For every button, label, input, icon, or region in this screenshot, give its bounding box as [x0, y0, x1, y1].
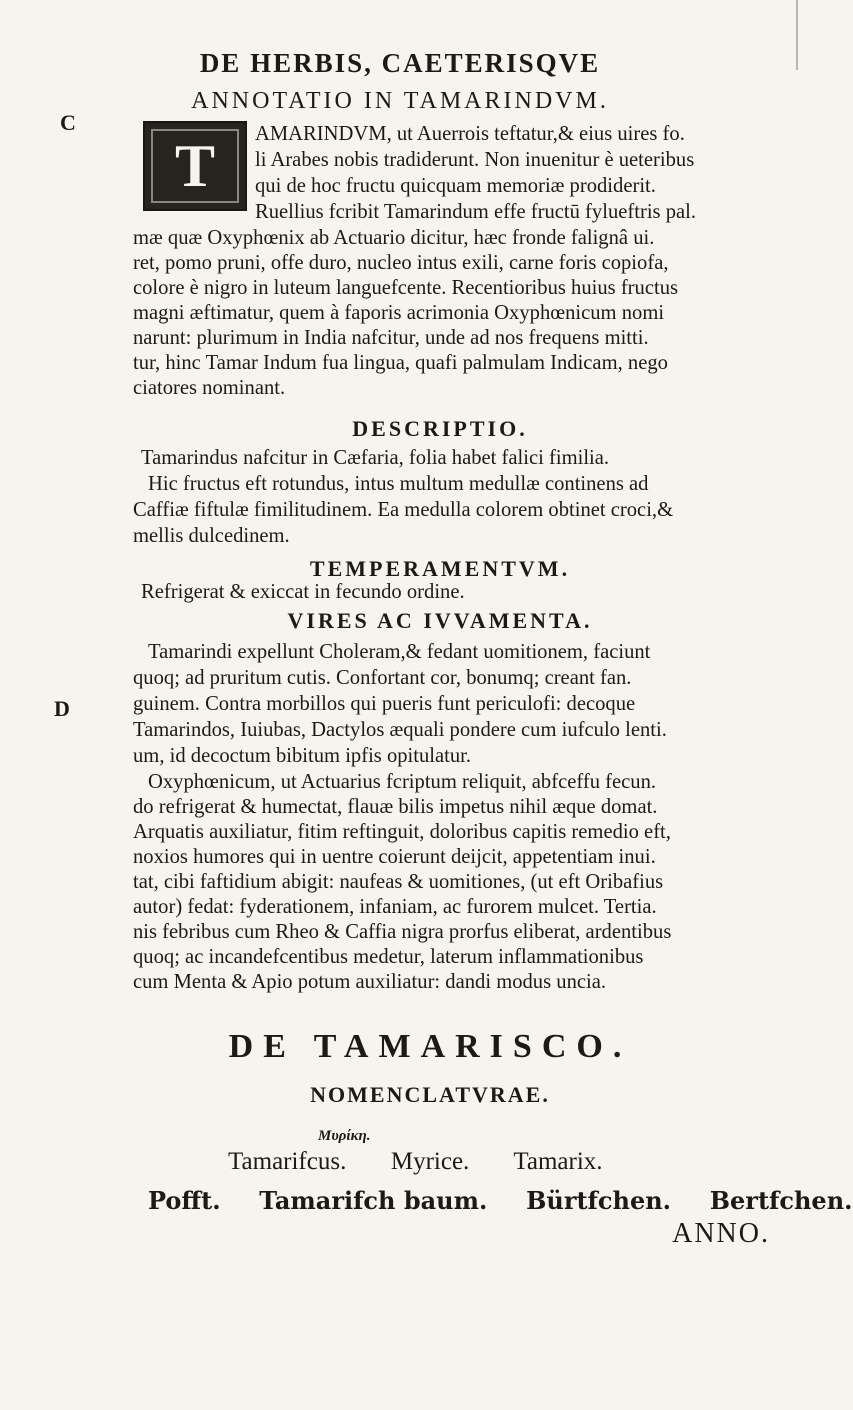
descriptio-heading: DESCRIPTIO. — [352, 416, 528, 441]
vires-line: tat, cibi faftidium abigit: naufeas & uomitiones, (ut eft Oribafius — [133, 871, 664, 893]
annotation-title: ANNOTATIO IN TAMARINDVM. — [191, 88, 609, 114]
catchword: ANNO. — [672, 1218, 770, 1249]
annotatio-line: Ruellius fcribit Tamarindum effe fructū fylueftris pal. — [255, 201, 697, 223]
vires-heading: VIRES AC IVVAMENTA. — [287, 608, 593, 633]
latin-name: Tamarifcus. — [228, 1148, 347, 1175]
initial-frame — [151, 129, 239, 203]
vires-line: cum Menta & Apio potum auxiliatur: dandi modus uncia. — [133, 971, 607, 993]
vires-line: Oxyphœnicum, ut Actuarius fcriptum reliquit, abfceffu fecun. — [148, 771, 657, 793]
german-names-row — [148, 1186, 853, 1215]
descriptio-line: Hic fructus eft rotundus, intus multum medullæ continens ad — [148, 473, 649, 495]
vires-line: Tamarindi expellunt Choleram,& fedant uomitionem, faciunt — [148, 641, 651, 663]
annotatio-line: narunt: plurimum in India nafcitur, unde ad nos frequens mitti. — [133, 327, 649, 349]
descriptio-line: Tamarindus nafcitur in Cæfaria, folia habet falici fimilia. — [141, 447, 610, 469]
german-name: Tamarifch baum. — [259, 1186, 488, 1215]
vires-line: um, id decoctum bibitum ipfis opitulatur. — [133, 745, 472, 767]
marginal-letter-c: C — [60, 110, 76, 135]
descriptio-line: Caffiæ fiftulæ fimilitudinem. Ea medulla colorem obtinet croci,& — [133, 499, 674, 521]
german-name: Bertfchen. — [709, 1186, 853, 1215]
running-head: DE HERBIS, CAETERISQVE — [199, 48, 601, 78]
annotatio-line: magni æftimatur, quem à faporis acrimonia Oxyphœnicum nomi — [133, 302, 665, 324]
annotatio-line: ret, pomo pruni, offe duro, nucleo intus exili, carne foris copiofa, — [133, 252, 669, 274]
annotatio-line: li Arabes nobis tradiderunt. Non inuenitur è ueteribus — [255, 149, 695, 171]
vires-line: noxios humores qui in uentre coierunt deijcit, appetentiam inui. — [133, 846, 656, 868]
latin-name: Tamarix. — [513, 1148, 603, 1175]
temperamentum-text: Refrigerat & exiccat in fecundo ordine. — [141, 581, 465, 603]
annotatio-line: tur, hinc Tamar Indum fua lingua, quafi palmulam Indicam, nego — [133, 352, 668, 374]
vires-line: Tamarindos, Iuiubas, Dactylos æquali pondere cum iufculo lenti. — [133, 719, 667, 741]
vires-line: quoq; ac incandefcentibus medetur, laterum inflammationibus — [133, 946, 644, 968]
latin-name: Myrice. — [390, 1148, 470, 1175]
annotatio-line: mæ quæ Oxyphœnix ab Actuario dicitur, hæc fronde falignâ ui. — [133, 227, 655, 249]
german-label: Pofft. — [148, 1186, 221, 1215]
annotatio-line: ciatores nominant. — [133, 377, 286, 399]
latin-names-row — [228, 1148, 603, 1176]
tamarisco-heading: DE TAMARISCO. — [228, 1028, 632, 1065]
vires-line: guinem. Contra morbillos qui pueris funt periculofi: decoque — [133, 693, 636, 715]
annotatio-line: colore è nigro in luteum languefcente. Recentioribus huius fructus — [133, 277, 679, 299]
vires-line: quoq; ad pruritum cutis. Confortant cor, bonumq; creant fan. — [133, 667, 632, 689]
descriptio-line: mellis dulcedinem. — [133, 525, 290, 547]
decorated-initial — [143, 121, 247, 211]
vires-line: nis febribus cum Rheo & Caffia nigra prorfus eliberat, ardentibus — [133, 921, 672, 943]
annotatio-line: AMARINDVM, ut Auerrois teftatur,& eius uires fo. — [255, 123, 685, 145]
greek-name: Μυρίκη. — [318, 1128, 371, 1144]
vires-line: autor) fedat: fyderationem, infaniam, ac furorem mulcet. Tertia. — [133, 896, 657, 918]
german-name: Bürtfchen. — [526, 1186, 672, 1215]
initial-letter: T — [174, 132, 216, 199]
vires-line: do refrigerat & humectat, flauæ bilis impetus nihil æque domat. — [133, 796, 658, 818]
annotatio-line: qui de hoc fructu quicquam memoriæ prodiderit. — [255, 175, 656, 197]
vires-line: Arquatis auxiliatur, fitim reftinguit, doloribus capitis remedio eft, — [133, 821, 671, 843]
marginal-letter-d: D — [54, 696, 70, 721]
nomenclaturae-heading: NOMENCLATVRAE. — [310, 1082, 550, 1107]
temperamentum-heading: TEMPERAMENTVM. — [309, 556, 571, 581]
